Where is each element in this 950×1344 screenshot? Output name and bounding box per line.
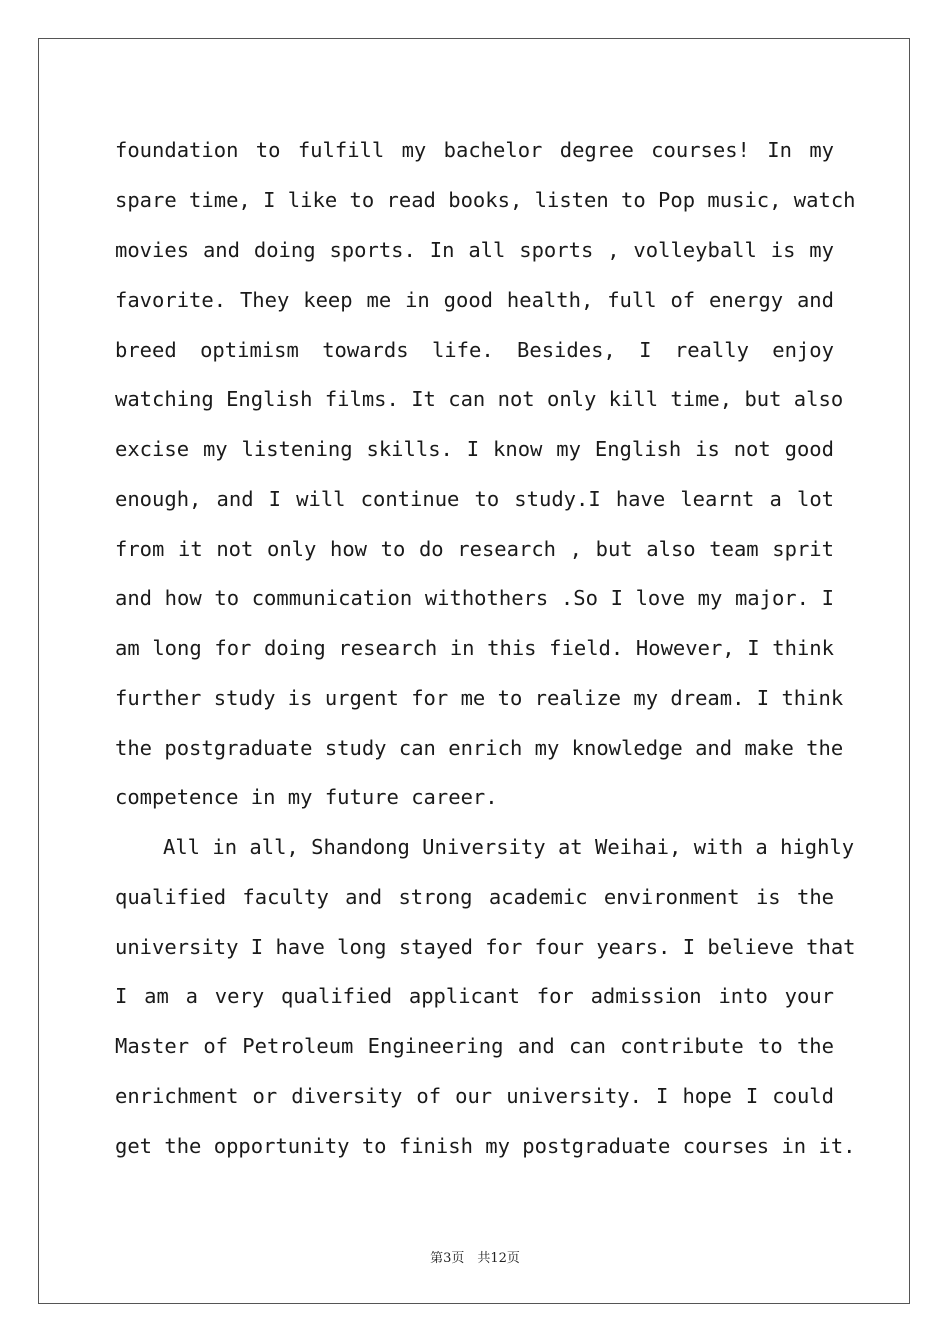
text-line: competence in my future career. <box>115 785 498 809</box>
page-number: 第3页 共12页 <box>430 1251 520 1266</box>
text-line: enough, and I will continue to study.I have learnt a lot <box>115 487 834 511</box>
text-line: I am a very qualified applicant for admission into your <box>115 984 834 1008</box>
text-line: favorite. They keep me in good health, full of energy and <box>115 288 834 312</box>
text-line: from it not only how to do research , but also team sprit <box>115 537 834 561</box>
text-line: movies and doing sports. In all sports , volleyball is my <box>115 238 834 262</box>
text-line: get the opportunity to finish my postgraduate courses in it. <box>115 1134 856 1158</box>
text-line: am long for doing research in this field. However, I think <box>115 636 834 660</box>
text-line: enrichment or diversity of our university. I hope I could <box>115 1084 834 1108</box>
text-line: All in all, Shandong University at Weihai, with a highly <box>163 835 855 859</box>
text-line: foundation to fulfill my bachelor degree courses! In my <box>115 138 834 162</box>
page-border <box>38 38 910 1304</box>
text-line: Master of Petroleum Engineering and can contribute to the <box>115 1034 834 1058</box>
text-line: further study is urgent for me to realize my dream. I think <box>115 686 844 710</box>
text-line: watching English films. It can not only kill time, but also <box>115 387 844 411</box>
text-line: and how to communication withothers .So I love my major. I <box>115 586 834 610</box>
text-line: excise my listening skills. I know my English is not good <box>115 437 834 461</box>
text-line: the postgraduate study can enrich my knowledge and make the <box>115 736 844 760</box>
text-line: qualified faculty and strong academic environment is the <box>115 885 834 909</box>
text-line: university I have long stayed for four years. I believe that <box>115 935 856 959</box>
text-line: breed optimism towards life. Besides, I really enjoy <box>115 338 834 362</box>
text-line: spare time, I like to read books, listen to Pop music, watch <box>115 188 856 212</box>
